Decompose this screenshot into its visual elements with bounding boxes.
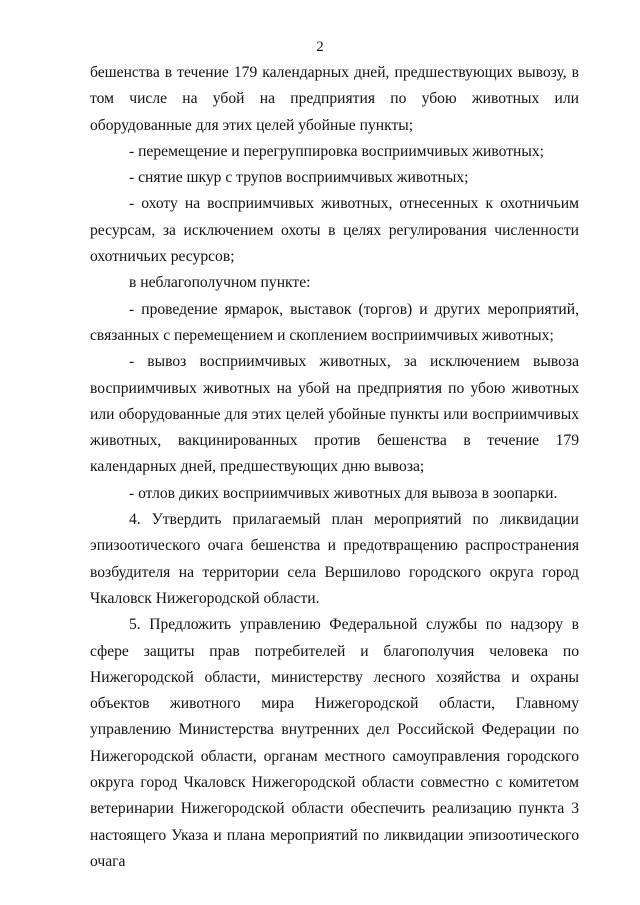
paragraph-list-item: - проведение ярмарок, выставок (торгов) и других мероприятий, связанных с перемещением и скоплением восприимчивых животных; (90, 300, 579, 344)
document-body (90, 60, 579, 875)
paragraph-clause-5: 5. Предложить управлению Федеральной службы по надзору в сфере защиты прав потребителей и благополучия человека по Нижегородской области, министерству лесного хозяйства и охраны объектов животного мира Нижегородской области, Главному управлению Министерства внутренних дел Российской Федерации по Нижегородской области, органам местного самоуправления городского округа город Чкаловск Нижегородской области совместно с комитетом ветеринарии Нижегородской области обеспечить реализацию пункта 3 настоящего Указа и плана мероприятий по ликвидации эпизоотического очага (90, 616, 579, 870)
paragraph-list-item: - перемещение и перегруппировка восприимчивых животных; (129, 142, 544, 160)
paragraph-list-item: - отлов диких восприимчивых животных для вывоза в зоопарки. (129, 484, 558, 502)
paragraph-subheading: в неблагополучном пункте: (129, 274, 311, 292)
page-number: 2 (316, 39, 324, 55)
paragraph-continuation: бешенства в течение 179 календарных дней, предшествующих вывозу, в том числе на убой на предприятия по убою животных или оборудованные для этих целей убойные пункты; (90, 64, 579, 134)
paragraph-list-item: - снятие шкур с трупов восприимчивых животных; (129, 169, 469, 187)
paragraph-list-item: - вывоз восприимчивых животных, за исключением вывоза восприимчивых животных на убой на предприятия по убою животных или оборудованные для этих целей убойные пункты или восприимчивых животных, вакцинированных против бешенства в течение 179 календарных дней, предшествующих дню вывоза; (90, 353, 579, 476)
paragraph-list-item: - охоту на восприимчивых животных, отнесенных к охотничьим ресурсам, за исключением охоты в целях регулирования численности охотничьих ресурсов; (90, 195, 579, 266)
paragraph-clause-4: 4. Утвердить прилагаемый план мероприятий по ликвидации эпизоотического очага бешенства и предотвращению распространения возбудителя на территории села Вершилово городского округа город Чкаловск Нижегородской области. (90, 511, 579, 607)
